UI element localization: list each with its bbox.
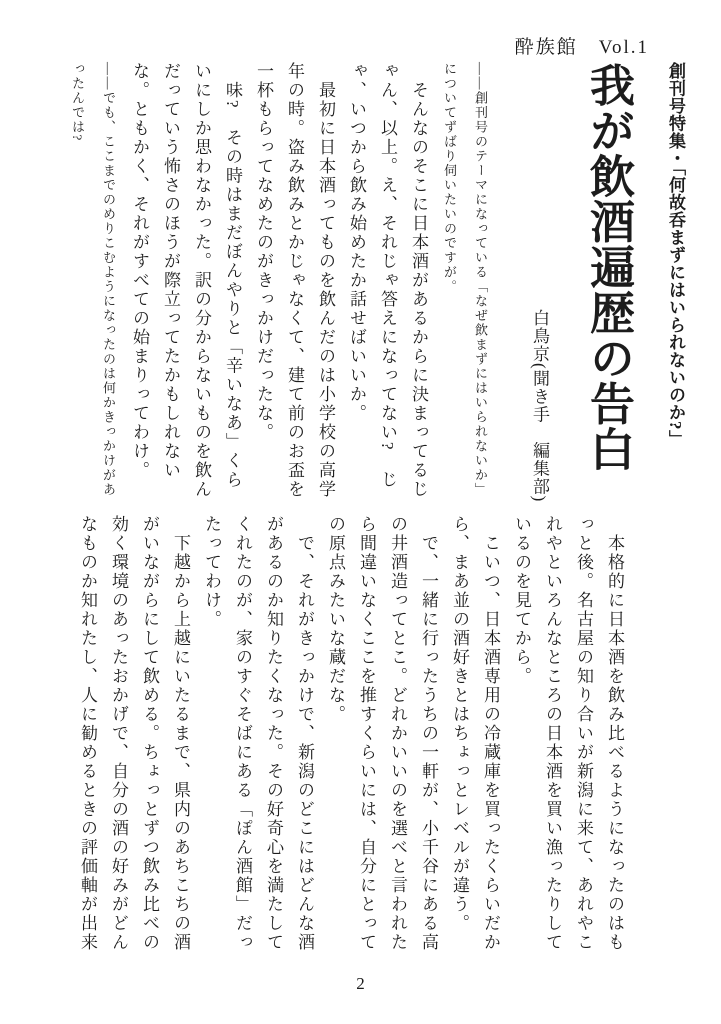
interview-answer: そんなのそこに日本酒があるからに決まってるじゃん、以上。え、それじゃ答えになってない? じゃ、いつから飲み始めたか話せばいいか。 [347, 62, 428, 499]
page-number: 2 [356, 974, 365, 993]
interview-bottom-paragraphs [72, 515, 630, 955]
interview-answer: で、一緒に行ったうちの一軒が、小千谷にある高の井酒造ってとこ。どれかいいのを選べと言われたら間違いなくここを推すくらいには、自分にとっての原点みたいな蔵だな。 [326, 515, 438, 952]
interview-bottom-block [72, 515, 630, 955]
interview-answer: 味? その時はまだぼんやりと「辛いなあ」くらいにしか思わなかった。訳の分からないものを飲んだっていう怖さのほうが際立ってたかもしれないな。ともかく、それがすべての始まりってわけ。 [130, 62, 242, 499]
interview-answer: 下越から上越にいたるまで、県内のあちこちの酒がいながらにして飲める。ちょっとずつ飲み比べの効く環境のあったおかげで、自分の酒の好みがどんなものか知れたし、人に勧めるときの評価軸が出来 [78, 515, 190, 952]
feature-series-title: 創刊号特集・「何故呑まずにはいられないのか?」 [666, 62, 685, 448]
interview-top-block [62, 62, 690, 502]
interview-question: ——創刊号のテーマになっている「なぜ飲まずにはいられないか」についてずばり伺いたいのですが。 [442, 62, 488, 497]
interview-question: ——でも、ここまでのめりこむようになったのは何かきっかけがあったんでは? [70, 62, 116, 497]
magazine-header: 酔族館 Vol.1 [514, 37, 649, 58]
interview-answer: 最初に日本酒ってものを飲んだのは小学校の高学年の時。盗み飲みとかじゃなくて、建て前のお盃を一杯もらってなめたのがきっかけだったな。 [254, 62, 335, 499]
article-author: 白鳥京(聞き手 編集部) [530, 308, 549, 502]
interview-answer: で、それがきっかけで、新潟のどこにはどんな酒があるのか知りたくなった。その好奇心を満たしてくれたのが、家のすぐそばにある「ぽん酒館」だったってわけ。 [202, 515, 314, 952]
interview-top-paragraphs [62, 62, 496, 502]
interview-answer: 本格的に日本酒を飲み比べるようになったのはもっと後。名古屋の知り合いが新潟に来て、あれやこれやといろんなところの日本酒を買い漁ったりしているのを見てから。 [512, 515, 624, 952]
interview-answer: こいつ、日本酒専用の冷蔵庫を買ったくらいだから、まあ並の酒好きとはちょっとレベルが違う。 [450, 515, 500, 952]
article-title: 我が飲酒遍歴の告白 [583, 62, 633, 472]
